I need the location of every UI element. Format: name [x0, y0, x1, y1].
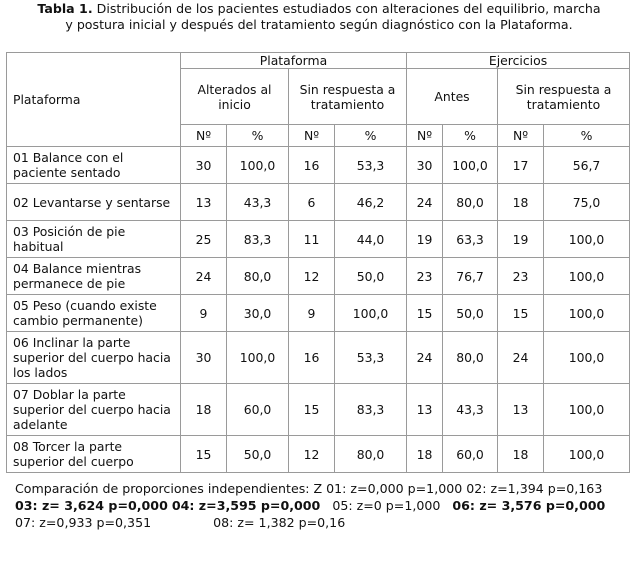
cell: 16	[289, 332, 335, 384]
cell: 100,0	[544, 332, 630, 384]
cell: 75,0	[544, 184, 630, 221]
cell: 100,0	[227, 332, 289, 384]
cell: 18	[407, 436, 443, 473]
footnote-07: 07: z=0,933 p=0,351	[15, 515, 152, 530]
cell: 24	[407, 332, 443, 384]
cell: 24	[181, 258, 227, 295]
cell: 12	[289, 436, 335, 473]
cell: 100,0	[544, 221, 630, 258]
cell: 50,0	[443, 295, 498, 332]
footnote-04: 04: z=3,595 p=0,000	[171, 498, 321, 513]
cell: 18	[498, 184, 544, 221]
caption-text-line2: y postura inicial y después del tratamiento según diagnóstico con la Plataforma.	[65, 17, 573, 32]
cell: 16	[289, 147, 335, 184]
table-row	[7, 295, 630, 332]
cell: 100,0	[544, 258, 630, 295]
cell: 12	[289, 258, 335, 295]
subheader-sin-respuesta-ejercicios: Sin respuesta a tratamiento	[498, 69, 630, 125]
cell: 17	[498, 147, 544, 184]
cell: 100,0	[544, 295, 630, 332]
cell: 100,0	[544, 384, 630, 436]
cell: 19	[407, 221, 443, 258]
footnote-03: 03: z= 3,624 p=0,000	[15, 498, 168, 513]
caption-label: Tabla 1.	[37, 1, 93, 16]
unit-header: Nº	[407, 125, 443, 147]
table-row	[7, 258, 630, 295]
subheader-alterados: Alterados al inicio	[181, 69, 289, 125]
cell: 19	[498, 221, 544, 258]
table-row	[7, 184, 630, 221]
cell: 11	[289, 221, 335, 258]
cell: 13	[181, 184, 227, 221]
cell: 80,0	[335, 436, 407, 473]
cell: 63,3	[443, 221, 498, 258]
statistics-footnote	[15, 480, 620, 531]
cell: 100,0	[335, 295, 407, 332]
cell: 46,2	[335, 184, 407, 221]
cell: 15	[498, 295, 544, 332]
row-label: 08 Torcer la parte superior del cuerpo	[7, 436, 181, 473]
row-label: 01 Balance con el paciente sentado	[7, 147, 181, 184]
cell: 56,7	[544, 147, 630, 184]
footnote-05: 05: z=0 p=1,000	[332, 498, 441, 513]
row-label: 03 Posición de pie habitual	[7, 221, 181, 258]
cell: 9	[289, 295, 335, 332]
footnote-line1: Comparación de proporciones independientes: Z 01: z=0,000 p=1,000 02: z=1,394 p=0,163	[15, 481, 603, 496]
cell: 50,0	[335, 258, 407, 295]
cell: 83,3	[335, 384, 407, 436]
unit-header: %	[443, 125, 498, 147]
cell: 13	[407, 384, 443, 436]
cell: 76,7	[443, 258, 498, 295]
caption-text-line1: Distribución de los pacientes estudiados con alteraciones del equilibrio, marcha	[96, 1, 601, 16]
cell: 43,3	[227, 184, 289, 221]
cell: 60,0	[227, 384, 289, 436]
cell: 23	[498, 258, 544, 295]
cell: 15	[407, 295, 443, 332]
cell: 30	[407, 147, 443, 184]
cell: 80,0	[443, 184, 498, 221]
cell: 100,0	[443, 147, 498, 184]
data-table	[6, 52, 630, 473]
cell: 15	[289, 384, 335, 436]
row-label: 06 Inclinar la parte superior del cuerpo hacia los lados	[7, 332, 181, 384]
cell: 30	[181, 332, 227, 384]
cell: 80,0	[227, 258, 289, 295]
footnote-06: 06: z= 3,576 p=0,000	[452, 498, 606, 513]
cell: 53,3	[335, 147, 407, 184]
cell: 53,3	[335, 332, 407, 384]
row-label: 07 Doblar la parte superior del cuerpo hacia adelante	[7, 384, 181, 436]
cell: 23	[407, 258, 443, 295]
cell: 80,0	[443, 332, 498, 384]
cell: 30	[181, 147, 227, 184]
table-row	[7, 436, 630, 473]
table-row	[7, 221, 630, 258]
cell: 25	[181, 221, 227, 258]
cell: 18	[181, 384, 227, 436]
cell: 6	[289, 184, 335, 221]
cell: 100,0	[227, 147, 289, 184]
row-label: 04 Balance mientras permanece de pie	[7, 258, 181, 295]
table-row	[7, 384, 630, 436]
table-row	[7, 147, 630, 184]
subheader-sin-respuesta-plataforma: Sin respuesta a tratamiento	[289, 69, 407, 125]
cell: 9	[181, 295, 227, 332]
unit-header: Nº	[289, 125, 335, 147]
cell: 50,0	[227, 436, 289, 473]
subheader-antes: Antes	[407, 69, 498, 125]
row-label: 02 Levantarse y sentarse	[7, 184, 181, 221]
cell: 15	[181, 436, 227, 473]
cell: 24	[498, 332, 544, 384]
cell: 83,3	[227, 221, 289, 258]
table-caption	[0, 1, 638, 33]
unit-header: %	[544, 125, 630, 147]
unit-header: Nº	[498, 125, 544, 147]
cell: 24	[407, 184, 443, 221]
cell: 13	[498, 384, 544, 436]
footnote-08: 08: z= 1,382 p=0,16	[213, 515, 346, 530]
group-header-plataforma: Plataforma	[181, 53, 407, 69]
unit-header: %	[227, 125, 289, 147]
unit-header: Nº	[181, 125, 227, 147]
cell: 100,0	[544, 436, 630, 473]
unit-header: %	[335, 125, 407, 147]
cell: 60,0	[443, 436, 498, 473]
group-header-ejercicios: Ejercicios	[407, 53, 630, 69]
cell: 43,3	[443, 384, 498, 436]
row-header-label: Plataforma	[7, 53, 181, 147]
cell: 18	[498, 436, 544, 473]
cell: 30,0	[227, 295, 289, 332]
table-row	[7, 332, 630, 384]
row-label: 05 Peso (cuando existe cambio permanente)	[7, 295, 181, 332]
cell: 44,0	[335, 221, 407, 258]
